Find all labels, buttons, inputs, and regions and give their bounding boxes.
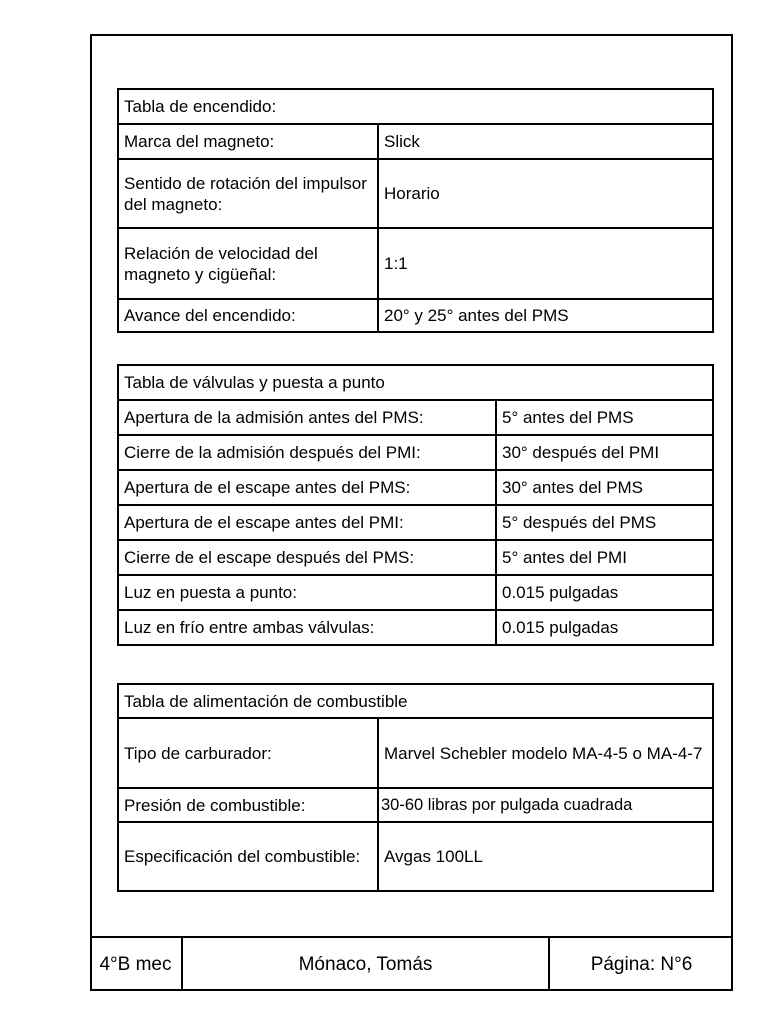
intake-close-value: 30° después del PMI: [496, 435, 713, 470]
cold-gap-label: Luz en frío entre ambas válvulas:: [118, 610, 496, 645]
fuel-pressure-label: Presión de combustible:: [118, 788, 378, 822]
fuel-spec-value: Avgas 100LL: [378, 822, 713, 891]
magneto-brand-value: Slick: [378, 124, 713, 159]
fuel-table-title: Tabla de alimentación de combustible: [118, 684, 713, 718]
exhaust-open-pmi-label: Apertura de el escape antes del PMI:: [118, 505, 496, 540]
impulse-rotation-label: Sentido de rotación del impulsor del magneto:: [118, 159, 378, 228]
intake-close-label: Cierre de la admisión después del PMI:: [118, 435, 496, 470]
intake-open-value: 5° antes del PMS: [496, 400, 713, 435]
footer-page-number: Página: N°6: [550, 936, 733, 991]
ignition-table-title: Tabla de encendido:: [118, 89, 713, 124]
exhaust-close-label: Cierre de el escape después del PMS:: [118, 540, 496, 575]
cold-gap-value: 0.015 pulgadas: [496, 610, 713, 645]
fuel-pressure-value: 30-60 libras por pulgada cuadrada: [378, 788, 713, 822]
ignition-advance-label: Avance del encendido:: [118, 299, 378, 332]
intake-open-label: Apertura de la admisión antes del PMS:: [118, 400, 496, 435]
speed-ratio-label: Relación de velocidad del magneto y cigüeñal:: [118, 228, 378, 299]
fuel-table: [117, 683, 714, 892]
exhaust-close-value: 5° antes del PMI: [496, 540, 713, 575]
ignition-advance-value: 20° y 25° antes del PMS: [378, 299, 713, 332]
timing-gap-value: 0.015 pulgadas: [496, 575, 713, 610]
valves-table: [117, 364, 714, 646]
valves-table-title: Tabla de válvulas y puesta a punto: [118, 365, 713, 400]
carburetor-type-label: Tipo de carburador:: [118, 718, 378, 788]
magneto-brand-label: Marca del magneto:: [118, 124, 378, 159]
impulse-rotation-value: Horario: [378, 159, 713, 228]
fuel-spec-label: Especificación del combustible:: [118, 822, 378, 891]
exhaust-open-pmi-value: 5° después del PMS: [496, 505, 713, 540]
footer-author: Mónaco, Tomás: [183, 936, 550, 991]
speed-ratio-value: 1:1: [378, 228, 713, 299]
timing-gap-label: Luz en puesta a punto:: [118, 575, 496, 610]
carburetor-type-value: Marvel Schebler modelo MA-4-5 o MA-4-7: [378, 718, 713, 788]
footer-course: 4°B mec: [90, 936, 183, 991]
exhaust-open-pms-value: 30° antes del PMS: [496, 470, 713, 505]
footer: [90, 936, 733, 991]
exhaust-open-pms-label: Apertura de el escape antes del PMS:: [118, 470, 496, 505]
ignition-table: [117, 88, 714, 333]
